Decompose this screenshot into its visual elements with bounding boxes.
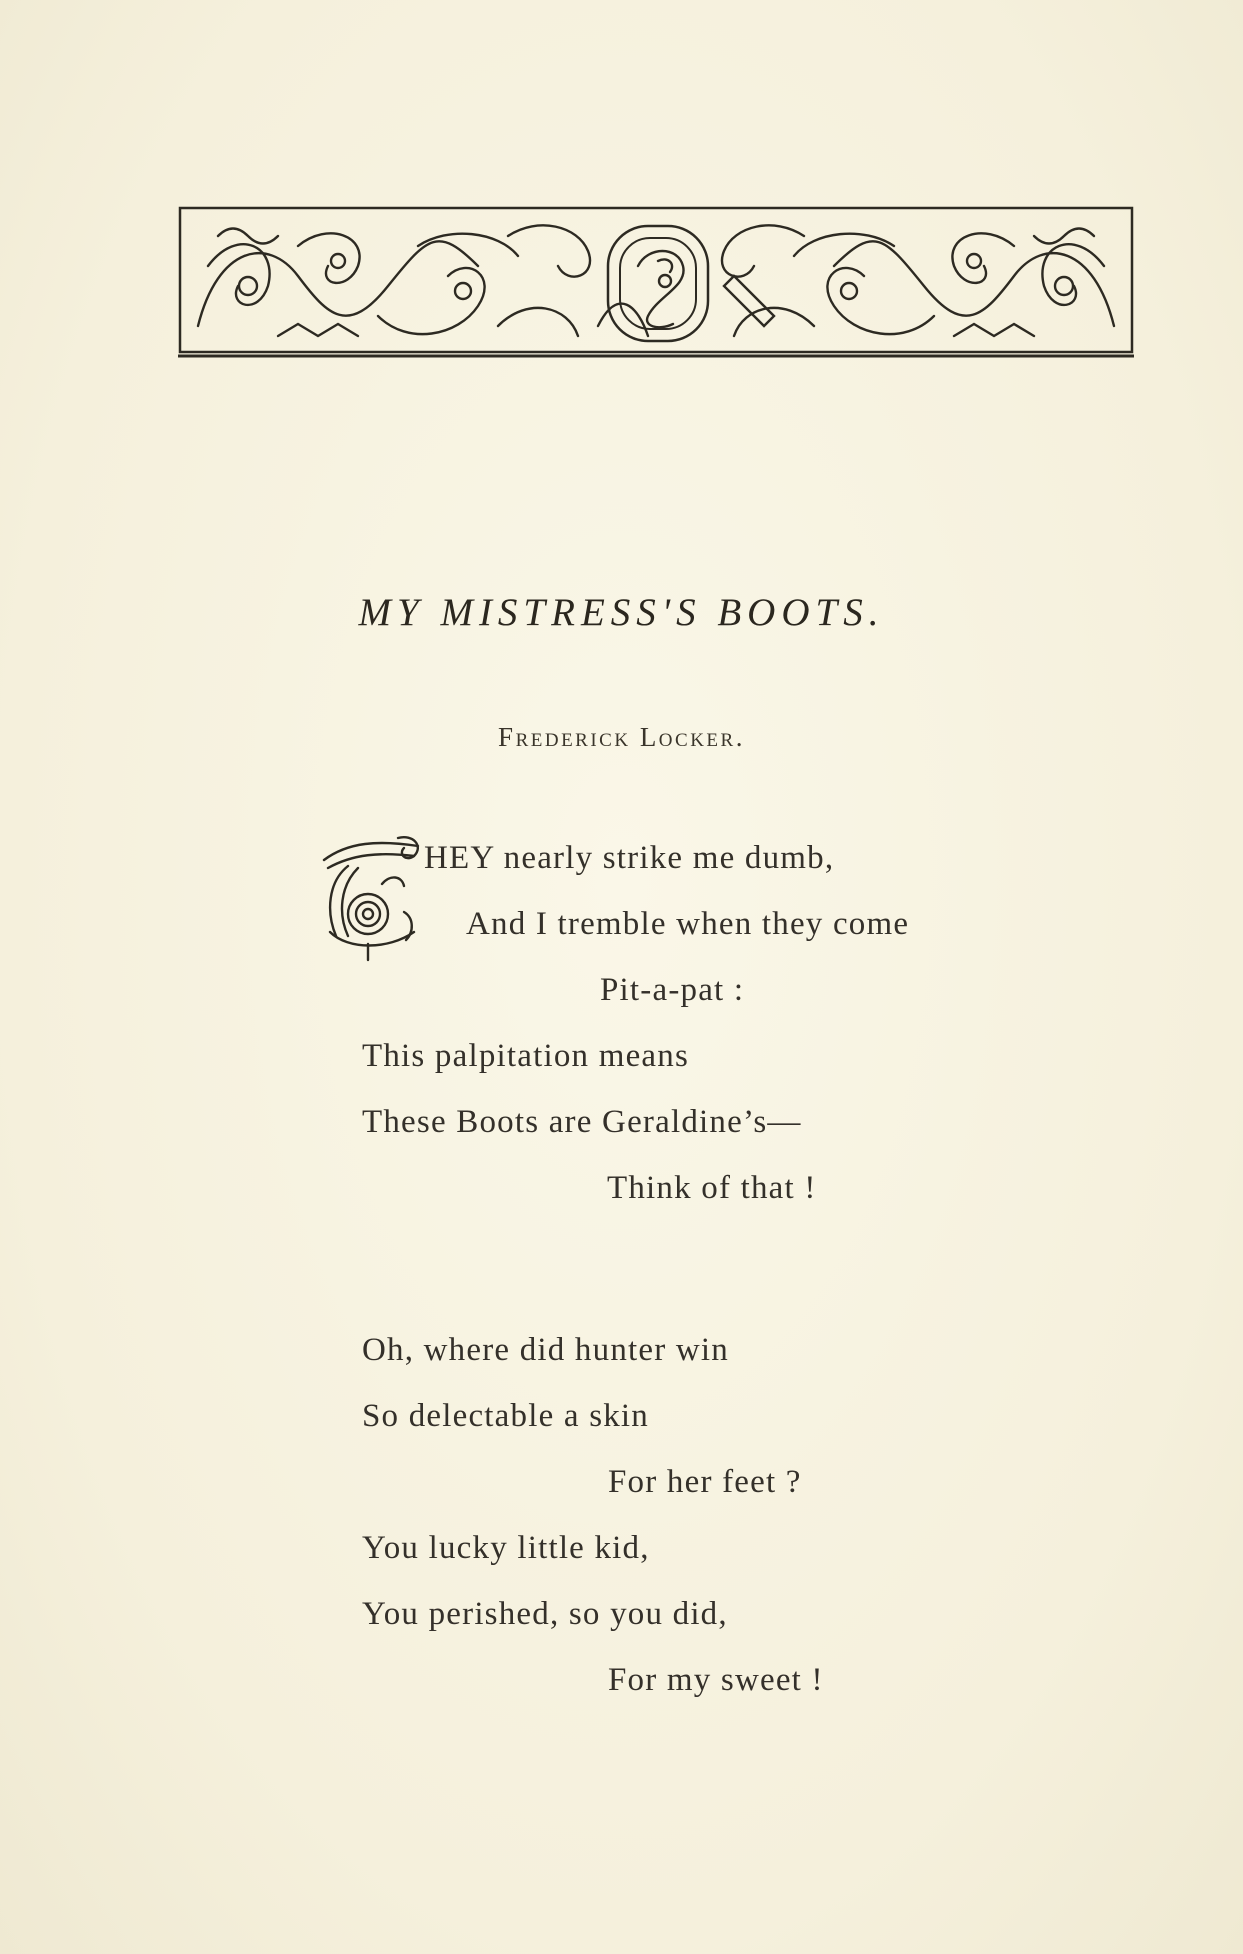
poem-title: MY MISTRESS'S BOOTS. [358,591,885,634]
dropcap-t-ornament [318,832,428,964]
verse-line: You lucky little kid, [362,1530,650,1566]
verse-line: For my sweet ! [608,1662,824,1698]
verse-line: These Boots are Geraldine’s— [362,1104,802,1140]
verse-line: Pit-a-pat : [600,972,745,1008]
verse-line: HEY nearly strike me dumb, [424,840,835,876]
verse-line: So delectable a skin [362,1398,650,1434]
floral-headpiece-ornament [178,206,1134,358]
verse-line: Think of that ! [607,1170,817,1206]
verse-line: And I tremble when they come [466,906,910,942]
verse-line: For her feet ? [608,1464,802,1500]
verse-line: You perished, so you did, [362,1596,728,1632]
verse-line: This palpitation means [362,1038,690,1074]
verse-line: Oh, where did hunter win [362,1332,729,1368]
poem-author: Frederick Locker. [498,722,745,752]
